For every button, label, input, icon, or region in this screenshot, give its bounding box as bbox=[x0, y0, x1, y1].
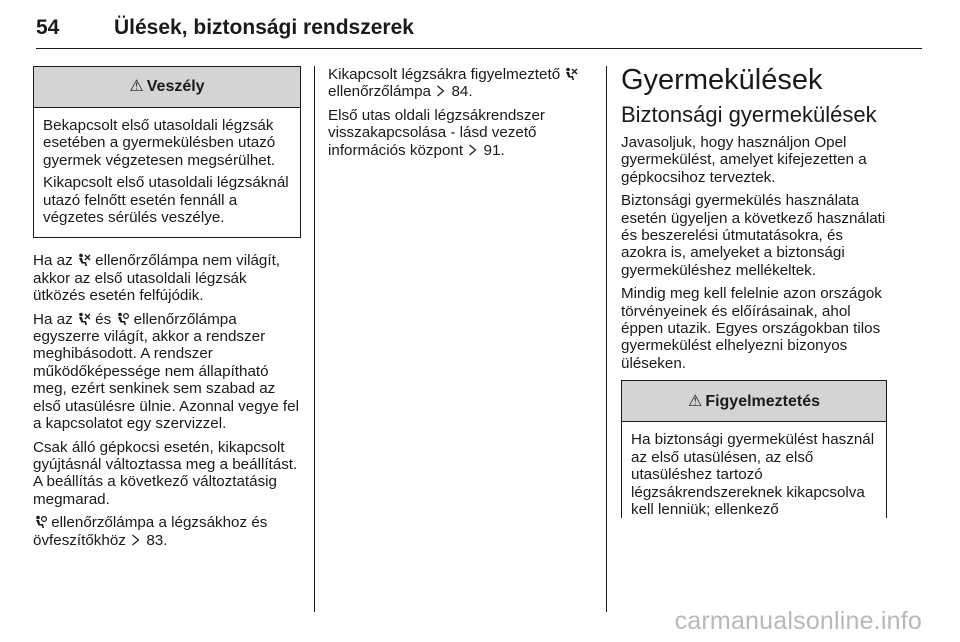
paragraph: ellenőrzőlámpa a légzsákhoz és övfeszítőkhöz 83. bbox=[33, 514, 268, 549]
column-divider bbox=[314, 66, 315, 612]
paragraph: Javasoljuk, hogy használjon Opel gyermekülést, amelyet kifejezetten a gépkocsihoz terveztek. bbox=[621, 134, 867, 186]
airbag-off-icon bbox=[77, 312, 91, 326]
danger-text-1: Bekapcsolt első utasoldali légzsák esetében a gyermekülésben utazó gyermek végzetesen megsérülhet. bbox=[43, 117, 276, 169]
page-number: 54 bbox=[36, 16, 60, 39]
reference-arrow-icon bbox=[436, 85, 445, 97]
watermark: carmanualsonline.info bbox=[674, 607, 922, 635]
airbag-on-icon bbox=[33, 515, 47, 529]
column-right bbox=[621, 63, 887, 518]
reference-arrow-icon bbox=[131, 534, 140, 546]
chapter-title: Ülések, biztonsági rendszerek bbox=[114, 16, 414, 39]
paragraph: Ha az ellenőrzőlámpa nem világít, akkor az első utasoldali légzsák ütközés esetén felfújódik. bbox=[33, 252, 281, 305]
danger-box-body bbox=[34, 108, 300, 237]
airbag-off-icon bbox=[564, 67, 578, 81]
paragraph: Ha az és ellenőrzőlámpa egyszerre világít, akkor a rendszer meghibásodott. A rendszer működőképessége nem állapítható meg, ezért senkinek sem szabad az első utasülésre ülnie. Azonnal vegye fel a kapcsolatot egy szervizzel. bbox=[33, 310, 299, 433]
warning-icon: ⚠ bbox=[687, 392, 703, 410]
danger-text-2: Kikapcsolt első utasoldali légzsáknál utazó felnőtt esetén fennáll a végzetes sérülés veszélye. bbox=[43, 174, 289, 227]
warning-text: Ha biztonsági gyermekülést használ az első utasülésen, az első utasüléshez tartozó légzsákrendszereknek kikapcsolva kell lenniük; ellenkező bbox=[631, 431, 875, 518]
danger-box bbox=[33, 66, 301, 238]
column-left bbox=[33, 66, 301, 555]
airbag-on-icon bbox=[115, 312, 129, 326]
subsection-title: Biztonsági gyermekülések bbox=[621, 102, 877, 127]
airbag-off-icon bbox=[77, 253, 91, 267]
paragraph: Első utas oldali légzsákrendszer visszakapcsolása - lásd vezető információs központ 91. bbox=[328, 106, 545, 159]
danger-box-header bbox=[34, 67, 300, 108]
page-reference-link[interactable]: 84. bbox=[451, 83, 473, 101]
warning-icon: ⚠ bbox=[129, 78, 144, 96]
column-divider bbox=[606, 66, 607, 612]
warning-box-title: Figyelmeztetés bbox=[705, 392, 821, 410]
page-header bbox=[36, 14, 922, 49]
reference-arrow-icon bbox=[468, 144, 477, 156]
page-reference-link[interactable]: 91. bbox=[483, 141, 505, 159]
paragraph: Kikapcsolt légzsákra figyelmeztető ellenőrzőlámpa 84. bbox=[328, 66, 590, 101]
paragraph: Csak álló gépkocsi esetén, kikapcsolt gyújtásnál változtassa meg a beállítást. A beállítás a következő változtatásig megmarad. bbox=[33, 438, 298, 508]
paragraph: Mindig meg kell felelnie azon országok törvényeinek és előírásainak, ahol éppen utazik. Egyes országokban tilos gyermekülést elhelyezni bizonyos üléseken. bbox=[621, 285, 882, 372]
warning-box-header bbox=[622, 381, 886, 422]
danger-box-title: Veszély bbox=[146, 78, 205, 96]
column-middle bbox=[328, 66, 590, 165]
warning-box bbox=[621, 380, 887, 518]
section-title: Gyermekülések bbox=[621, 64, 823, 96]
page-reference-link[interactable]: 83. bbox=[146, 531, 168, 549]
paragraph: Biztonsági gyermekülés használata esetén ügyeljen a következő használati és beszerelési útmutatásokra, és azokra is, amelyeket a biztonsági gyermeküléshez mellékeltek. bbox=[621, 192, 886, 279]
warning-box-body bbox=[622, 422, 886, 518]
